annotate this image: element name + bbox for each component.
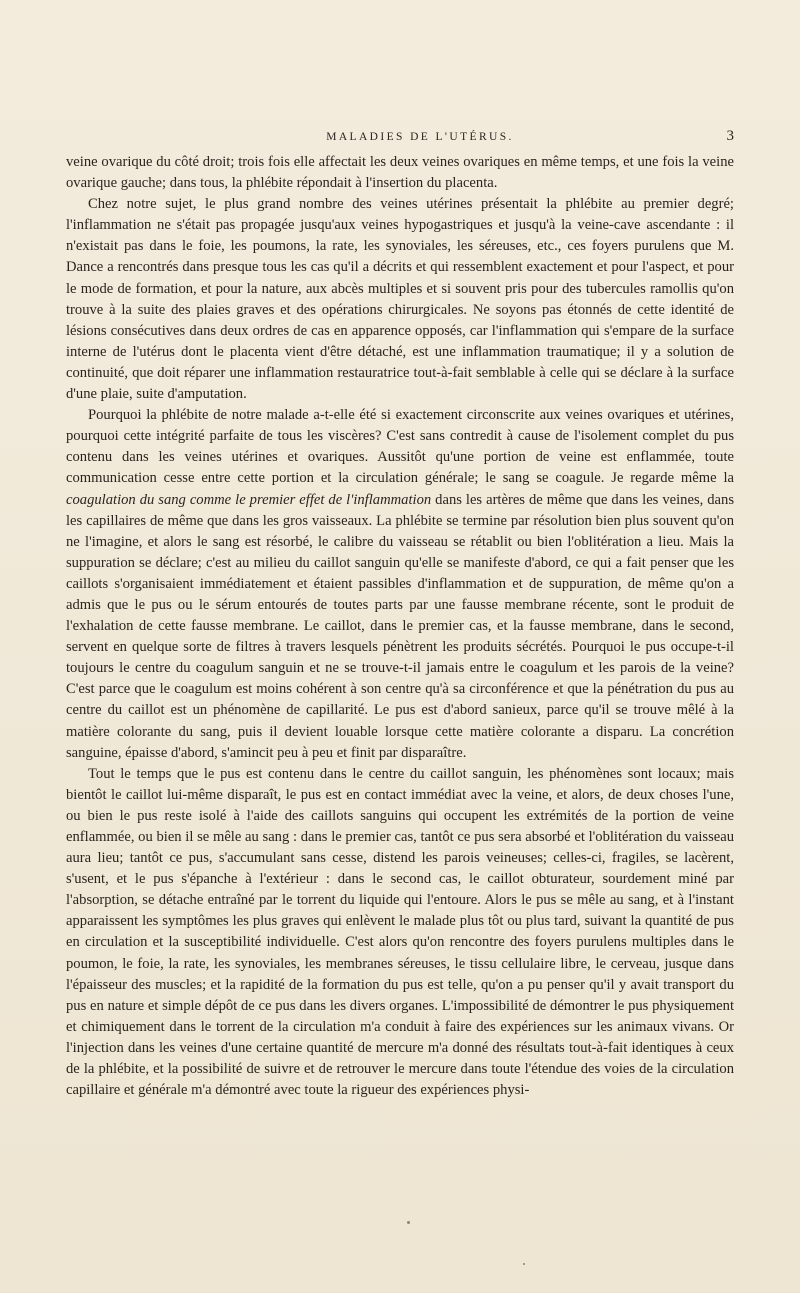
paragraph-4: Tout le temps que le pus est contenu dans le centre du caillot sanguin, les phénomènes sont locaux; mais bientôt le caillot lui-même disparaît, le pus est en contact immédiat avec la veine, et alors, de deux choses l'une, ou bien le pus reste isolé à l'aide des caillots sanguins qui occupent les extrémités de la portion de veine enflammée, ou bien il se mêle au sang : dans le premier cas, tantôt ce pus sera absorbé et l'oblitération du vaisseau aura lieu; tantôt ce pus, s'accumulant sans cesse, distend les parois veineuses; celles-ci, fragiles, se lacèrent, s'usent, et le pus s'épanche à l'extérieur : dans le second cas, le caillot obturateur, sourdement miné par l'absorption, se détache entraîné par le torrent du liquide qui l'entoure. Alors le pus se mêle au sang, et à l'instant apparaissent les symptômes les plus graves qui enlèvent le malade plus tôt ou plus tard, suivant la quantité de pus en circulation et la susceptibilité individuelle. C'est alors qu'on rencontre des foyers purulens multiples dans le poumon, le foie, la rate, les synoviales, les membranes séreuses, le tissu cellulaire libre, le cerveau, jusque dans l'épaisseur des muscles; et la rapidité de la formation du pus est telle, qu'on a pu penser qu'il y avait transport du pus en nature et simple dépôt de ce pus dans les divers organes. L'impossibilité de démontrer le pus physiquement et chimiquement dans le torrent de la circulation m'a conduit à faire des expériences sur les animaux vivans. Or l'injection dans les veines d'une certaine quantité de mercure m'a donné des résultats tout-à-fait identiques à ceux de la phlébite, et la possibilité de suivre et de retrouver le mercure dans toute l'étendue des voies de la circulation capillaire et générale m'a démontré avec toute la rigueur des expériences physi-	[66, 765, 734, 1099]
paper-speck	[523, 1263, 525, 1265]
running-head	[66, 128, 734, 151]
running-title: MALADIES DE L'UTÉRUS.	[326, 131, 514, 143]
paragraph-3-italic: coagulation du sang comme le premier effet de l'inflammation	[66, 491, 432, 508]
paragraph-3	[66, 405, 734, 764]
body-text	[66, 152, 734, 1101]
paragraph-3-text-b: dans les artères de même que dans les veines, dans les capillaires de même que dans les gros vaisseaux. La phlébite se termine par résolution bien plus souvent qu'on ne l'imagine, et alors le sang est résorbé, le calibre du vaisseau se rétablit ou bien l'oblitération a lieu. Mais la suppuration se déclare; c'est au milieu du caillot sanguin qu'elle se manifeste d'abord, ce qui a fait penser que les caillots s'organisaient immédiatement et étaient passibles d'inflammation et de suppuration, de même qu'on a admis que le pus ou le sérum entourés de toutes parts par une fausse membrane récente, sont le produit de l'exhalation de cette fausse membrane. Le caillot, dans le premier cas, et la fausse membrane, dans le second, servent en quelque sorte de filtres à travers lesquels pénètrent les produits sécrétés. Pourquoi le pus occupe-t-il toujours le centre du coagulum sanguin et ne se trouve-t-il jamais entre le coagulum et les parois de la veine? C'est parce que le coagulum est moins cohérent à son centre qu'à sa circonférence et que la pénétration du pus au centre du caillot est un phénomène de capillarité. Le pus est d'abord sanieux, parce qu'il se trouve mêlé à la matière colorante du sang, puis il devient louable lorsque cette matière colorante a disparu. La concrétion sanguine, épaisse d'abord, s'amincit peu à peu et finit par disparaître.	[66, 491, 735, 761]
paragraph-3-text-a: Pourquoi la phlébite de notre malade a-t-elle été si exactement circonscrite aux veines ovariques et utérines, pourquoi cette intégrité parfaite de tous les viscères? C'est sans contredit à cause de l'isolement complet du pus contenu dans les veines utérines et ovariques. Aussitôt qu'une portion de veine est enflammée, toute communication cesse entre cette portion et la circulation générale; le sang se coagule. Je regarde même la	[66, 407, 734, 487]
paragraph-1: veine ovarique du côté droit; trois fois elle affectait les deux veines ovariques en même temps, et une fois la veine ovarique gauche; dans tous, la phlébite répondait à l'insertion du placenta.	[66, 154, 734, 192]
page-number: 3	[726, 128, 734, 144]
paragraph-2: Chez notre sujet, le plus grand nombre des veines utérines présentait la phlébite au premier degré; l'inflammation ne s'était pas propagée jusqu'aux veines hypogastriques et jusqu'à la veine-cave ascendante : il n'existait pas dans le foie, les poumons, la rate, les synoviales, les séreuses, etc., ces foyers purulens que M. Dance a rencontrés dans presque tous les cas qu'il a décrits et qui ressemblent exactement et pour l'aspect, et pour le mode de formation, et pour la nature, aux abcès multiples et si souvent pris pour des tubercules ramollis qu'on trouve à la suite des plaies graves et des opérations chirurgicales. Ne soyons pas étonnés de cette identité de lésions consécutives dans deux ordres de cas en apparence opposés, car l'inflammation qui s'empare de la surface interne de l'utérus dont le placenta vient d'être détaché, est une inflammation traumatique; il y a solution de continuité, que doit réparer une inflammation restauratrice tout-à-fait semblable à celle qui se déclare à la surface d'une plaie, suite d'amputation.	[66, 196, 734, 403]
paper-speck	[407, 1221, 410, 1224]
